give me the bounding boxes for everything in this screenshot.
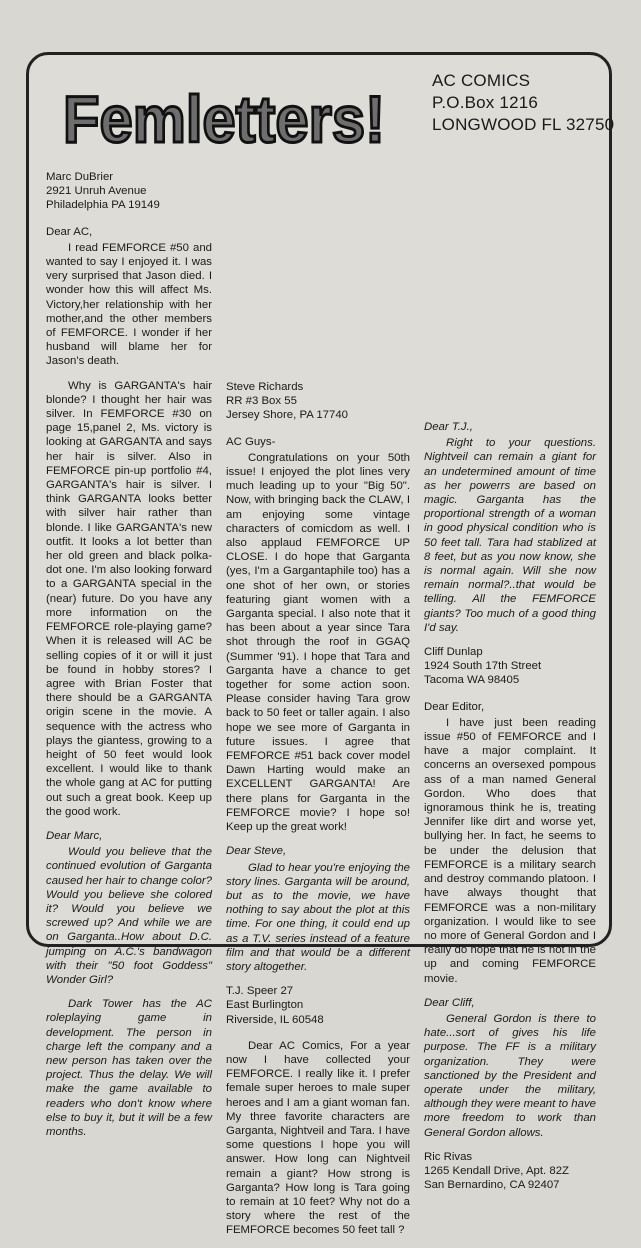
sender-city: Philadelphia PA 19149 [46,199,160,212]
reply-paragraph: Right to your questions. Nightveil can remain a giant for an undetermined amount of time as her powerrs are based on magic. Garganta has the proportional strength of a woman in good physical condition who is 50 feet tall. Tara had stablized at 8 feet, but as you now know, she is normal again. Will she now remain normal?..that would be telling. All the FEMFORCE giants? Too much of a good thing I'd say. [424,437,596,634]
sender-name: Steve Richards [226,381,304,393]
sender-city: Jersey Shore, PA 17740 [226,409,348,422]
reply-paragraph: Would you believe that the continued evolution of Garganta caused her hair to change color? Would you believe she colored it? Would you believe we screwed up? And while we are on Garganta..How about D.C. jumping on A.C.'s bandwagon with their "50 foot Goddess" Wonder Girl? [46,846,212,986]
letter-paragraph: Dear AC Comics, For a year now I have collected your FEMFORCE. I really like it. I prefer female super heroes to male super heroes and I am a giant woman fan. My three favorite characters are Garganta, Nightveil and Tara. I have some questions I hope you will answer. How long can Nightveil remain a giant? How strong is Garganta? How long is Tara going to remain at 10 feet? Why not do a story where the rest of the FEMFORCE becomes 50 feet tall ? [226,1039,410,1237]
letter-paragraph: Why is GARGANTA's hair blonde? I thought her hair was silver. In FEMFORCE #30 on page 15,panel 2, Ms. victory is looking at GARGANTA and says her hair is silver. Also in FEMFORCE pin-up portfolio #4, GARGANTA's hair is silver. I think GARGANTA looks better with silver hair rather than blonde. I like GARGANTA's new outfit. It looks a lot better than her old green and black polka-dot one. I'm also looking forward to a GARGANTA special in the (near) future. Do you have any more information on the FEMFORCE role-playing game? When it is released will AC be selling copies of it or will it just be found in hobby stores? I agree with Brian Foster that there should be a GARGANTA origin scene in the movie. A sequence with the actress who plays the giantess, growing to a height of 50 feet would look excellent. I would like to thank the whole gang at AC for putting out such a great book. Keep up the good work. [46,379,212,818]
publisher-address [432,70,615,136]
sender-address [424,645,596,688]
reply-greeting: Dear Marc, [46,829,103,842]
sender-street: RR #3 Box 55 [226,395,297,408]
letter-greeting: Dear AC, [46,225,93,238]
sender-address [226,380,410,423]
sender-name: Cliff Dunlap [424,646,483,659]
address-line: P.O.Box 1216 [432,93,539,112]
sender-address [424,1150,596,1193]
sender-city: San Bernardino, CA 92407 [424,1179,560,1192]
sender-street: East Burlington [226,999,304,1012]
sender-name: T.J. Speer 27 [226,985,294,998]
sender-city: Tacoma WA 98405 [424,674,520,687]
letter-greeting: AC Guys- [226,435,276,448]
reply-greeting: Dear Steve, [226,845,287,858]
sender-street: 2921 Unruh Avenue [46,185,147,198]
reply-greeting: Dear Cliff, [424,996,475,1009]
banner-title: Femletters! [63,82,385,156]
address-line: LONGWOOD FL 32750 [432,115,615,134]
sender-name: Marc DuBrier [46,171,114,183]
reply-paragraph: Glad to hear you're enjoying the story lines. Garganta will be around, but as to the movie, we have nothing to say about the plot at this time. For one thing, it could end up as a T.V. series instead of a feature film and that would be a different story altogether. [226,861,410,973]
column-2 [226,380,410,1248]
sender-street: 1265 Kendall Drive, Apt. 82Z [424,1164,570,1177]
letter-paragraph: Congratulations on your 50th issue! I enjoyed the plot lines very much leading up to your "Big 50". Now, with bringing back the CLAW, I am enjoying some vintage characters of comicdom as well. I also applaud FEMFORCE UP CLOSE. I do hope that Garganta (yes, I'm a Gargantaphile too) has a one shot of her own, or stories featuring giant women with a Garganta special. I also note that it has been about a year since Tara shot through the roof in GGAQ (Summer '91). I hope that Tara and Garganta have a chance to get together for some action soon. Please consider having Tara grow back to 50 feet or taller again. I also hope we see more of Garganta in future issues. I agree that FEMFORCE #51 back cover model Dawn Harting would make an EXCELLENT GARGANTA! Are there plans for Garganta in the FEMFORCE movie? I hope so! Keep up the great work! [226,451,410,834]
sender-city: Riverside, IL 60548 [226,1013,324,1026]
sender-address [46,170,212,213]
reply-paragraph: General Gordon is there to hate...sort of gives his life purpose. The FF is a military organization. They were sanctioned by the President and operate under the military, although they were meant to have more freedom to work than General Gordon allows. [424,1012,596,1139]
address-line: AC COMICS [432,71,531,90]
letter-paragraph: I have just been reading issue #50 of FEMFORCE and I have a major complaint. It concerns an oversexed pompous ass of a man named General Gordon. Who does that ignoramous think he is, treating Jennifer like dirt and worse yet, bullying her. In fact, he seems to be under the delusion that FEMFORCE is a military search and destroy commando platoon. I have always thought that FEMFORCE was a non-military organization. I would like to see no more of General Gordon and I really do hope that he is not in the up and coming FEMFORCE movie. [424,716,596,985]
sender-street: 1924 South 17th Street [424,660,542,673]
femletters-banner [58,72,390,158]
letter-paragraph: I read FEMFORCE #50 and wanted to say I enjoyed it. I was very surprised that Jason died. I wonder how this will affect Ms. Victory,her relationship with her mother,and the other members of FEMFORCE. I wonder if her husband will blame her for Jason's death. [46,241,212,368]
reply-greeting: Dear T.J., [424,421,473,433]
sender-address [226,984,410,1027]
sender-name: Ric Rivas [424,1150,473,1163]
letter-greeting: Dear Editor, [424,700,485,713]
column-3 [424,420,596,1204]
column-1 [46,170,212,1149]
reply-paragraph: Dark Tower has the AC roleplaying game in development. The person in charge left the company and a new person has taken over the project. Thus the delay. We will make the game available to readers who don't know where else to buy it, but it will be a few months. [46,998,212,1138]
